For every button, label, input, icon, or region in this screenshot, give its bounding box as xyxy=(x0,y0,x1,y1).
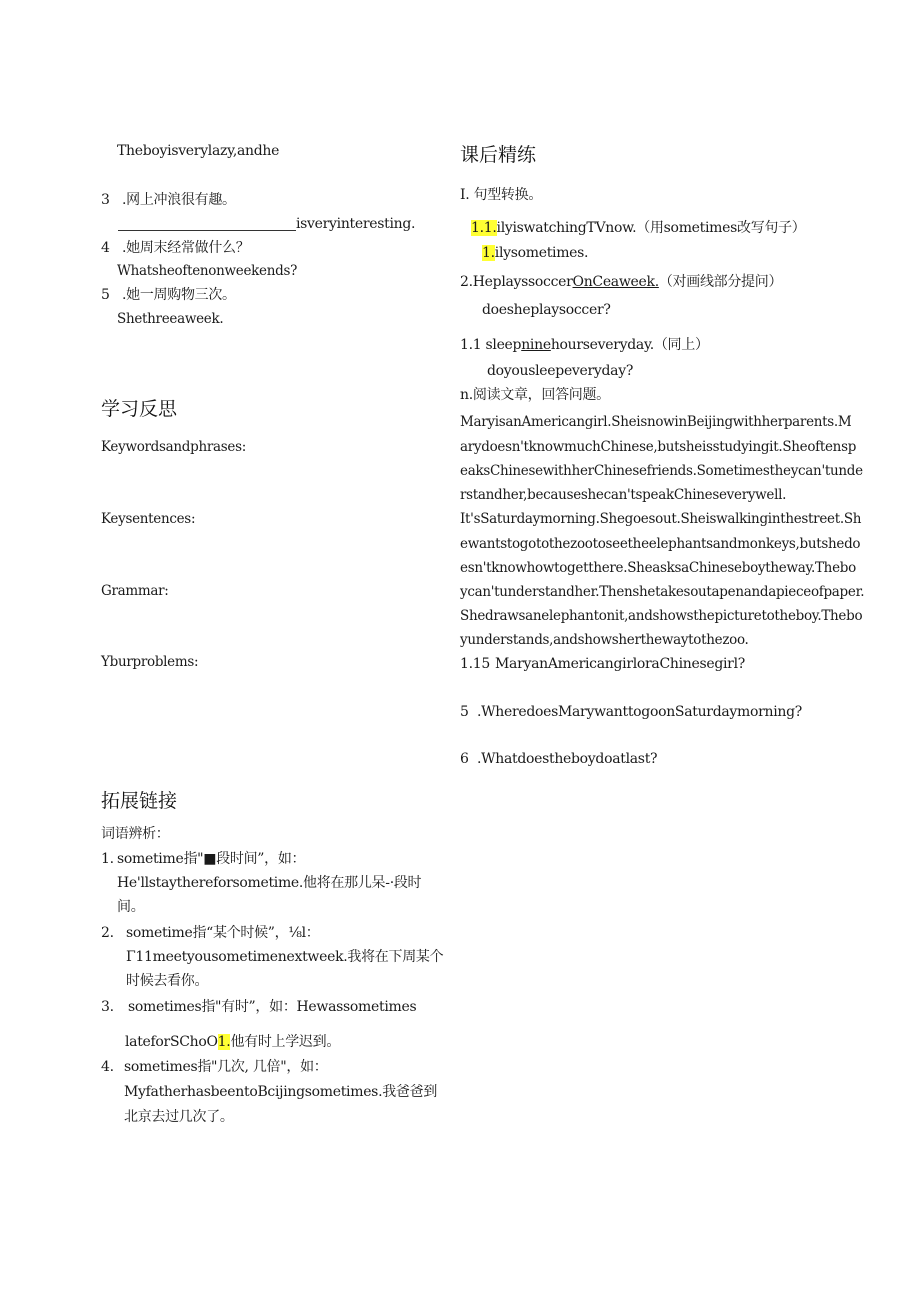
reading-question-1: MaryanAmericangirloraChinesegirl? xyxy=(495,656,745,672)
extension-item-4-number: 4. xyxy=(101,1059,114,1075)
translation-5-chinese: .她一周购物三次。 xyxy=(122,287,236,303)
passage-line: It'sSaturdaymorning.Shegoesout.Sheiswalkinginthestreet.Sh xyxy=(460,511,862,527)
section2-heading: n.阅读文章，回答问题。 xyxy=(460,387,610,403)
passage-line: ycan'tunderstandher.Thenshetakesoutapenandapieceofpaper. xyxy=(460,584,865,600)
question-1-answer-text: ilysometimes. xyxy=(494,245,589,261)
extension-item-4-line3: 北京去过几次了。 xyxy=(124,1109,234,1125)
passage-line: yunderstands,andshowsherthewaytothezoo. xyxy=(460,632,749,648)
translation-5-english: Shethreeaweek. xyxy=(117,311,224,327)
section1-heading: I. 句型转换。 xyxy=(460,187,543,203)
question-1-text: ilyiswatchingTVnow.（用sometimes改写句子） xyxy=(496,220,806,236)
passage-line: eaksChinesewithherChinesefriends.Sometimestheycan'tunde xyxy=(460,463,863,479)
answer-blank xyxy=(118,230,296,231)
question-1 xyxy=(471,219,806,237)
extension-item-2-line1: sometime指“某个时候”，⅛l： xyxy=(126,925,320,941)
question-3-pre: 1.1 sleep xyxy=(460,337,522,353)
highlighted-text: 1. xyxy=(217,1034,231,1050)
underlined-text: nine xyxy=(521,337,551,353)
reflection-heading: 学习反思 xyxy=(101,398,178,420)
question-1-answer xyxy=(482,244,588,262)
passage-line: arydoesn'tknowmuchChinese,butsheisstudyingit.Sheoftensp xyxy=(460,439,857,455)
extension-item-1-line1: sometime指"■段时间”，如： xyxy=(117,851,306,867)
translation-3-english: isveryinteresting. xyxy=(296,216,416,232)
extension-subtitle: 词语辨析： xyxy=(101,826,170,842)
highlighted-text: 1.1. xyxy=(471,220,497,236)
reading-question-2: .WheredoesMarywanttogoonSaturdaymorning? xyxy=(477,704,802,720)
passage-line: ewantstogotothezootoseetheelephantsandmonkeys,butshedo xyxy=(460,536,861,552)
problems-label: Yburproblems: xyxy=(101,654,199,670)
extension-item-4-line1: sometimes指"几次, 几倍"，如： xyxy=(124,1059,328,1075)
translation-3-chinese: .网上冲浪很有趣。 xyxy=(122,192,236,208)
passage-line: Shedrawsanelephantonit,andshowsthepicturetotheboy.Thebo xyxy=(460,608,863,624)
extension-item-2-number: 2. xyxy=(101,925,114,941)
question-2-pre: 2.Heplayssoccer xyxy=(460,274,573,290)
passage-line: rstandher,becauseshecan'tspeakChineseverywell. xyxy=(460,487,787,503)
extension-item-3-line2-post: 他有时上学迟到。 xyxy=(230,1034,341,1050)
extension-item-2-line3: 时候去看你。 xyxy=(126,973,209,989)
extension-item-3-number: 3. xyxy=(101,999,114,1015)
question-3-post: hourseveryday.（同上） xyxy=(550,337,709,353)
question-3-answer: doyousleepeveryday? xyxy=(487,363,634,379)
question-2 xyxy=(460,273,782,291)
reading-question-1-number: 1.15 xyxy=(460,656,490,672)
passage-line: esn'tknowhowtogetthere.SheasksaChineseboytheway.Thebo xyxy=(460,560,856,576)
extension-item-1-line2: He'llstaythereforsometime.他将在那儿呆-·段时 xyxy=(117,875,422,891)
question-2-answer: doesheplaysoccer? xyxy=(482,302,611,318)
question-3 xyxy=(460,336,709,354)
extension-item-3-line2-pre: lateforSChoO xyxy=(125,1034,218,1050)
keywords-label: Keywordsandphrases: xyxy=(101,439,246,455)
reading-question-2-number: 5 xyxy=(460,704,469,720)
highlighted-text: 1. xyxy=(482,245,495,261)
grammar-label: Grammar: xyxy=(101,583,169,599)
passage-line: MaryisanAmericangirl.SheisnowinBeijingwithherparents.M xyxy=(460,414,852,430)
extension-item-1-number: 1. xyxy=(101,851,114,867)
reading-question-3: .Whatdoestheboydoatlast? xyxy=(477,751,658,767)
extension-item-4-line2: MyfatherhasbeentoBcijingsometimes.我爸爸到 xyxy=(124,1084,438,1100)
reading-question-3-number: 6 xyxy=(460,751,469,767)
question-2-post: （对画线部分提问） xyxy=(658,274,783,290)
extension-item-2-line2: Γ11meetyousometimenextweek.我将在下周某个 xyxy=(126,949,444,965)
exercise-heading: 课后精练 xyxy=(460,144,537,166)
extension-heading: 拓展链接 xyxy=(101,790,178,812)
intro-line: Theboyisverylazy,andhe xyxy=(117,143,280,159)
translation-5-number: 5 xyxy=(101,287,110,303)
translation-4-english: Whatsheoftenonweekends? xyxy=(117,263,298,279)
translation-3-number: 3 xyxy=(101,192,110,208)
extension-item-1-line3: 间。 xyxy=(117,899,145,915)
translation-4-chinese: .她周末经常做什么？ xyxy=(122,240,250,256)
underlined-text: OnCeaweek. xyxy=(572,274,659,290)
sentences-label: Keysentences: xyxy=(101,511,196,527)
translation-4-number: 4 xyxy=(101,240,110,256)
extension-item-3-line1: sometimes指"有时”，如：Hewassometimes xyxy=(128,999,417,1015)
extension-item-3-line2 xyxy=(125,1033,340,1051)
